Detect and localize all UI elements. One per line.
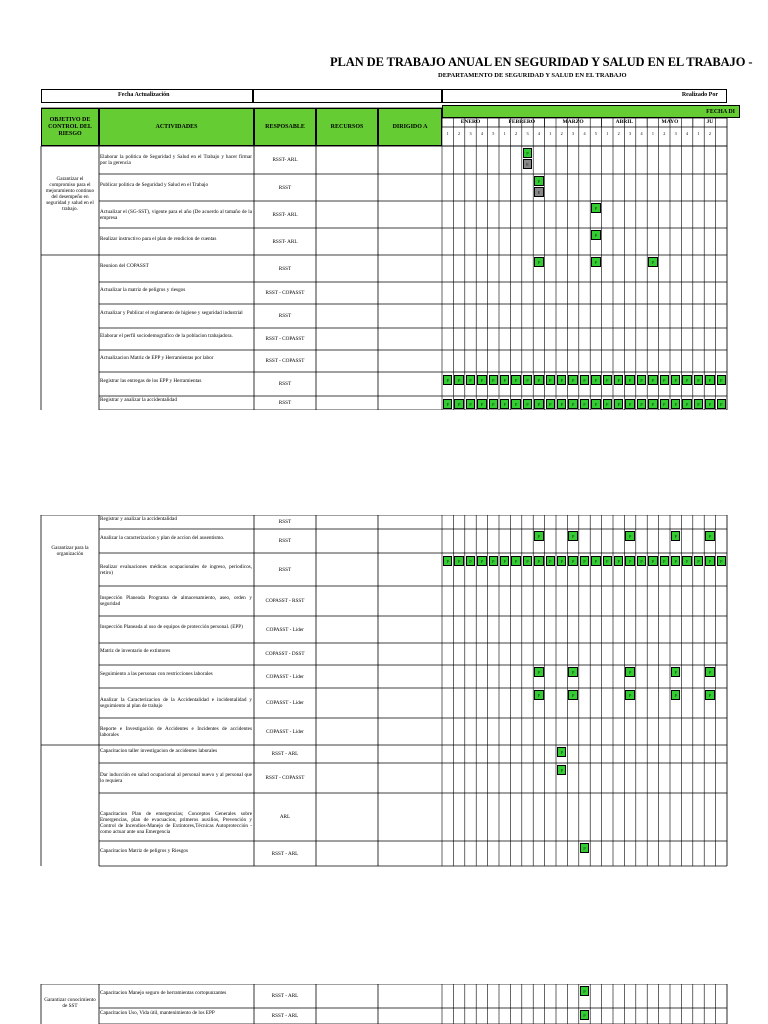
week-number: 4 [583,131,586,136]
col-actividades: ACTIVIDADES [99,108,254,146]
schedule-mark-planned: P [625,690,634,700]
activity-text: Capacitacion taller investigacion de accidentes laborales [100,748,218,754]
schedule-mark-planned: P [694,399,703,409]
activity-text: Dar inducción en salud ocupacional al personal nuevo y al personal que lo requiera [100,772,252,784]
schedule-mark-planned: P [625,531,634,541]
schedule-mark-planned: P [534,667,543,677]
week-number: 5 [594,131,597,136]
schedule-mark-planned: P [534,556,543,566]
schedule-mark-planned: P [660,399,669,409]
col-dirigido: DIRIGIDO A [378,108,442,146]
schedule-mark-planned: P [568,667,577,677]
week-number: 4 [480,131,483,136]
schedule-mark-planned: P [523,375,532,385]
month-header: ENERO [460,119,481,125]
activity-text: Seguimiento a las personas con restricciones laborales [100,670,213,677]
week-number: 3 [572,131,575,136]
activity-text: Capacitacion Plan de emergencias; Conceptos Generales sobre Emergencias, plan de evacuacion, primeros auxilios, Prevención y Control de Incendios-Manejo de Extintores,Técnicas Autoprotección - como actuar ante una Emergencia [100,811,252,835]
activity-text: Elaborar la politica de Seguridad y Salud en el Trabajo y hacer firmar por la gerencia [100,154,252,166]
schedule-mark-planned: P [705,556,714,566]
schedule-mark-planned: P [637,556,646,566]
week-number: 1 [503,131,506,136]
responsable-text: RSST [278,381,292,387]
week-number: 4 [640,131,643,136]
week-number: 3 [526,131,529,136]
responsable-text: RSST - ARL [271,993,299,999]
schedule-mark-planned: P [705,531,714,541]
schedule-mark-planned: P [614,375,623,385]
week-number: 2 [560,131,563,136]
schedule-mark-planned: P [591,257,600,267]
schedule-mark-planned: P [489,375,498,385]
schedule-mark-planned: P [546,399,555,409]
activity-text: Inspección Planeada al uso de equipos de protección personal. (EPP) [100,623,243,630]
schedule-mark-executed: E [534,187,543,197]
schedule-mark-planned: P [648,375,657,385]
week-number: 1 [549,131,552,136]
schedule-mark-planned: P [705,690,714,700]
schedule-mark-planned: P [671,531,680,541]
schedule-mark-planned: P [580,986,589,996]
objective-text: Garantizar el compromiso para el mejoramiento continuo del desempeño en seguridad y salud en el trabajo. [45,176,95,212]
schedule-mark-planned: P [477,375,486,385]
schedule-mark-planned: P [477,399,486,409]
month-header: ABRIL [615,119,634,125]
responsable-text: COPASST - Lider [266,626,304,633]
schedule-mark-planned: P [523,148,532,158]
responsable-text: RSST - COPASST [265,290,305,296]
responsable-text: RSST- ARL [272,238,298,245]
responsable-text: RSST - COPASST [265,336,305,342]
activity-text: Matriz de inventario de extintores [100,648,171,654]
schedule-mark-planned: P [557,375,566,385]
schedule-mark-planned: P [534,257,543,267]
week-number: 4 [537,131,540,136]
schedule-mark-planned: P [591,556,600,566]
activity-text: Inspección Planeada Programa de almacenamiento, aseo, orden y seguridad [100,595,252,607]
week-number: 5 [492,131,495,136]
schedule-mark-planned: P [477,556,486,566]
week-number: 2 [708,131,711,136]
responsable-text: RSST [278,538,292,544]
schedule-mark-planned: P [557,556,566,566]
sheet-page-2 [0,515,768,870]
responsable-text: COPASST - Lider [266,728,304,735]
schedule-mark-planned: P [717,399,726,409]
activity-text: Actualizar y Publicar el reglamento de higiene y seguridad industrial [100,310,243,316]
responsable-text: RSST - ARL [271,751,299,757]
schedule-mark-planned: P [443,556,452,566]
schedule-mark-planned: P [580,556,589,566]
week-number: 2 [515,131,518,136]
week-number: 2 [663,131,666,136]
schedule-mark-planned: P [568,556,577,566]
responsable-text: RSST - COPASST [265,775,305,781]
schedule-mark-planned: P [466,375,475,385]
activity-text: Reporte e Investigación de Accidentes e Incidentes de accidentes laborales [100,725,252,738]
schedule-mark-planned: P [466,399,475,409]
schedule-mark-planned: P [637,375,646,385]
schedule-mark-planned: P [443,375,452,385]
month-header: FEBRERO [508,119,536,125]
activity-text: Capacitacion Manejo seguro de herramientas cortopunzantes [100,990,227,996]
schedule-mark-planned: P [557,765,566,775]
activity-text: Actualizacion Matriz de EPP y Herramientas por labor [100,355,214,361]
responsable-text: COPASST - Lider [266,673,304,680]
page-title: PLAN DE TRABAJO ANUAL EN SEGURIDAD Y SALUD EN EL TRABAJO - [330,55,753,69]
sheet-page-3 [0,984,768,1024]
sheet-page-1 [0,0,768,410]
schedule-mark-planned: P [557,399,566,409]
schedule-mark-planned: P [500,556,509,566]
schedule-mark-planned: P [603,556,612,566]
responsable-text: RSST [278,265,292,272]
schedule-mark-planned: P [546,375,555,385]
schedule-mark-planned: P [466,556,475,566]
schedule-mark-planned: P [500,399,509,409]
schedule-mark-planned: P [682,375,691,385]
activity-text: Analizar la caracterizacion y plan de accion del ausentismo. [100,535,225,541]
responsable-text: RSST- ARL [272,211,298,218]
schedule-mark-planned: P [568,690,577,700]
schedule-mark-executed: E [523,159,532,169]
schedule-mark-planned: P [511,375,520,385]
schedule-mark-planned: P [660,556,669,566]
responsable-text: RSST - ARL [271,1013,299,1019]
schedule-mark-planned: P [534,531,543,541]
schedule-mark-planned: P [671,556,680,566]
schedule-mark-planned: P [534,399,543,409]
responsable-text: RSST - ARL [271,850,299,857]
schedule-mark-planned: P [489,399,498,409]
page-subtitle: DEPARTAMENTO DE SEGURIDAD Y SALUD EN EL TRABAJO [438,72,627,79]
schedule-mark-planned: P [534,176,543,186]
schedule-mark-planned: P [546,556,555,566]
schedule-mark-planned: P [591,399,600,409]
week-number: 3 [674,131,677,136]
schedule-mark-planned: P [614,556,623,566]
schedule-mark-planned: P [614,399,623,409]
responsable-text: COPASST - RSST [265,598,305,604]
schedule-mark-planned: P [671,375,680,385]
week-number: 1 [446,131,449,136]
schedule-mark-planned: P [637,399,646,409]
schedule-mark-planned: P [625,375,634,385]
activity-text: Actualizar el (SG-SST), vigente para el año (De acuerdo al tamaño de la empresa [100,208,252,221]
schedule-mark-planned: P [568,531,577,541]
week-number: 4 [686,131,689,136]
col-recursos: RECURSOS [316,108,378,146]
schedule-mark-planned: P [557,747,566,757]
schedule-mark-planned: P [603,375,612,385]
objective-text: Garantizar para la organización [51,545,89,557]
schedule-mark-planned: P [705,399,714,409]
schedule-mark-planned: P [648,556,657,566]
schedule-mark-planned: P [660,375,669,385]
schedule-mark-planned: P [580,843,589,853]
schedule-mark-planned: P [648,399,657,409]
schedule-mark-planned: P [523,399,532,409]
schedule-mark-planned: P [580,375,589,385]
activity-text: Reunion del COPASST [100,262,149,269]
schedule-mark-planned: P [717,556,726,566]
schedule-mark-planned: P [511,399,520,409]
month-header: MARZO [562,119,584,125]
schedule-mark-planned: P [694,375,703,385]
activity-text: Actualizar la matriz de peligros y riesgos [100,287,186,293]
week-number: 2 [458,131,461,136]
realizado-por-label: Realizado Por [681,92,718,98]
schedule-mark-planned: P [705,667,714,677]
objective-text: Garantizar conocimiento de SST [44,997,96,1010]
schedule-mark-planned: P [454,556,463,566]
schedule-mark-planned: P [671,690,680,700]
responsable-text: RSST [278,184,292,191]
schedule-mark-planned: P [568,399,577,409]
responsable-text: RSST [278,400,292,406]
week-number: 3 [629,131,632,136]
schedule-mark-planned: P [591,375,600,385]
week-number: 2 [617,131,620,136]
col-objetivo: OBJETIVO DE CONTROL DEL RIESGO [41,108,99,146]
schedule-mark-planned: P [591,203,600,213]
schedule-mark-planned: P [671,399,680,409]
month-header: MAYO [661,119,679,125]
activity-text: Publicar politica de Seguridad y Salud en el Trabajo [100,181,209,188]
schedule-mark-planned: P [534,690,543,700]
activity-text: Capacitacion Matriz de peligros y Riesgos [100,847,189,854]
col-responsable: RESPOSABLE [254,108,316,146]
week-number: 3 [469,131,472,136]
schedule-mark-planned: P [568,375,577,385]
schedule-mark-planned: P [694,556,703,566]
schedule-mark-planned: P [580,1010,589,1020]
week-number: 1 [651,131,654,136]
activity-text: Registrar las entregas de los EPP y Herramientas [100,378,202,384]
activity-text: Registrar y analizar la accidentalidad [100,516,177,522]
activity-text: Registrar y analizar la accidentalidad [100,397,177,403]
schedule-mark-planned: P [454,399,463,409]
schedule-mark-planned: P [523,556,532,566]
schedule-mark-planned: P [717,375,726,385]
responsable-text: RSST [278,313,292,319]
schedule-mark-planned: P [671,667,680,677]
fecha-actualizacion-label: Fecha Actualización [118,92,170,98]
activity-text: Realizar instructivo para el plan de rendicion de cuentas [100,235,217,242]
schedule-mark-planned: P [454,375,463,385]
activity-text: Realizar evaluaciones médicas ocupacionales de ingreso, periodicos, retiro) [100,563,252,576]
schedule-mark-planned: P [500,375,509,385]
schedule-mark-planned: P [648,257,657,267]
schedule-mark-planned: P [534,375,543,385]
schedule-mark-planned: P [625,399,634,409]
schedule-mark-planned: P [580,399,589,409]
week-number: 1 [606,131,609,136]
responsable-text: COPASST - DSST [265,651,305,657]
schedule-mark-planned: P [511,556,520,566]
week-number: 1 [697,131,700,136]
schedule-mark-planned: P [591,230,600,240]
responsable-text: RSST- ARL [272,157,298,163]
schedule-mark-planned: P [489,556,498,566]
schedule-mark-planned: P [603,399,612,409]
responsable-text: RSST [278,519,292,525]
responsable-text: COPASST - Lider [266,700,304,706]
schedule-mark-planned: P [682,556,691,566]
schedule-mark-planned: P [625,667,634,677]
activity-text: Elaborar el perfil sociodemografico de la poblacion trabajadora. [100,333,233,339]
responsable-text: RSST - COPASST [265,358,305,364]
schedule-mark-planned: P [682,399,691,409]
schedule-mark-planned: P [443,399,452,409]
activity-text: Capacitacion Uso, Vida útil, mantenimiento de los EPP [100,1010,215,1016]
responsable-text: RSST [278,566,292,573]
fecha-di-label: FECHA DI [706,108,735,115]
month-header: JU [706,119,714,125]
activity-text: Analizar la Caracterizacion de la Accidentalidad e incidentalidad y seguimiento al plan de trabajo [100,697,252,709]
schedule-mark-planned: P [705,375,714,385]
responsable-text: ARL [279,814,291,820]
schedule-mark-planned: P [625,556,634,566]
